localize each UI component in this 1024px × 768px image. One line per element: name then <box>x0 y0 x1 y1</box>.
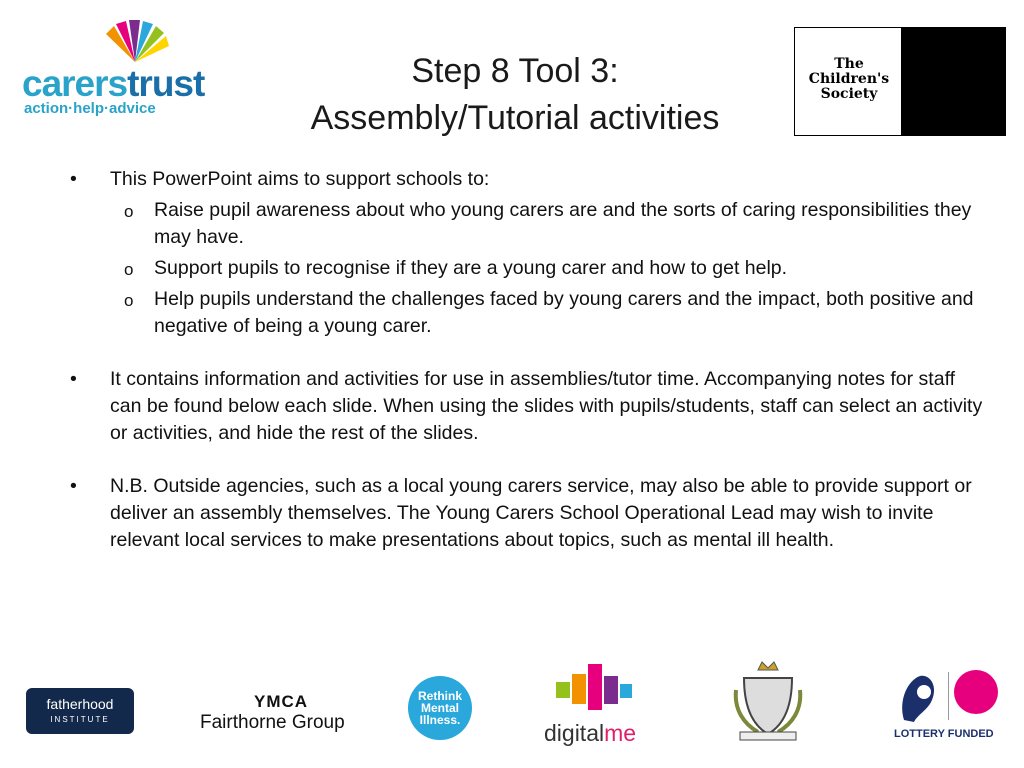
digitalme-bars-icon <box>556 664 636 714</box>
bullet-1 <box>70 166 990 193</box>
lottery-divider <box>948 672 949 720</box>
sub-bullet-3-text: Help pupils understand the challenges faced by young carers and the impact, both positive and negative of being a young carer. <box>154 288 974 337</box>
bullet-marker: • <box>70 168 77 190</box>
title-line-2: Assembly/Tutorial activities <box>310 99 720 137</box>
slide-title <box>270 48 760 142</box>
carers-trust-logo <box>22 20 230 116</box>
big-lottery-fund-circle <box>954 670 998 714</box>
crest-logo <box>730 660 806 742</box>
lottery-funded-logo: LOTTERY FUNDED <box>890 668 1010 748</box>
bullet-marker: • <box>70 475 77 497</box>
bullet-3-text: N.B. Outside agencies, such as a local young carers service, may also be able to provide support or deliver an assembly themselves. The Young Carers School Operational Lead may wish to invite relevant local services to make presentations about topics, such as mental ill health. <box>110 475 972 551</box>
sub-bullet-marker: o <box>124 260 134 279</box>
sub-bullet-3 <box>70 286 990 340</box>
sub-bullet-marker: o <box>124 202 134 221</box>
sub-bullet-2 <box>70 255 990 282</box>
fatherhood-institute-logo: fatherhood INSTITUTE <box>26 688 134 734</box>
carers-trust-fan-icon <box>100 20 170 64</box>
childrens-society-logo <box>794 27 1006 136</box>
crest-icon <box>730 660 806 742</box>
carers-trust-tagline: action·help·advice <box>24 100 156 117</box>
bullet-marker: • <box>70 368 77 390</box>
sub-bullet-1 <box>70 197 990 251</box>
bullet-2-text: It contains information and activities for use in assemblies/tutor time. Accompanying notes for staff can be found below each slide. When using the slides with pupils/students, staff can select an activity or activities, and hide the rest of the slides. <box>110 368 983 444</box>
sub-bullet-marker: o <box>124 291 134 310</box>
sub-bullet-1-text: Raise pupil awareness about who young carers are and the sorts of caring responsibilities they may have. <box>154 199 972 248</box>
digitalme-logo <box>540 664 650 748</box>
ymca-fairthorne-logo: YMCA Fairthorne Group <box>200 692 345 733</box>
lottery-crossed-fingers-icon <box>894 670 944 724</box>
bullet-2 <box>70 366 990 447</box>
bullet-1-text: This PowerPoint aims to support schools to: <box>110 168 490 190</box>
carers-trust-wordmark: carerstrust <box>22 63 205 104</box>
digitalme-wordmark: digitalme <box>544 720 637 746</box>
sub-bullet-2-text: Support pupils to recognise if they are a young carer and how to get help. <box>154 257 788 279</box>
rethink-mental-illness-logo: Rethink Mental Illness. <box>408 676 472 740</box>
childrens-society-name: The Children's Society <box>808 56 890 102</box>
bullet-3 <box>70 473 990 554</box>
slide-body <box>70 166 990 554</box>
childrens-society-black-panel <box>901 28 1005 135</box>
title-line-1: Step 8 Tool 3: <box>411 52 619 90</box>
